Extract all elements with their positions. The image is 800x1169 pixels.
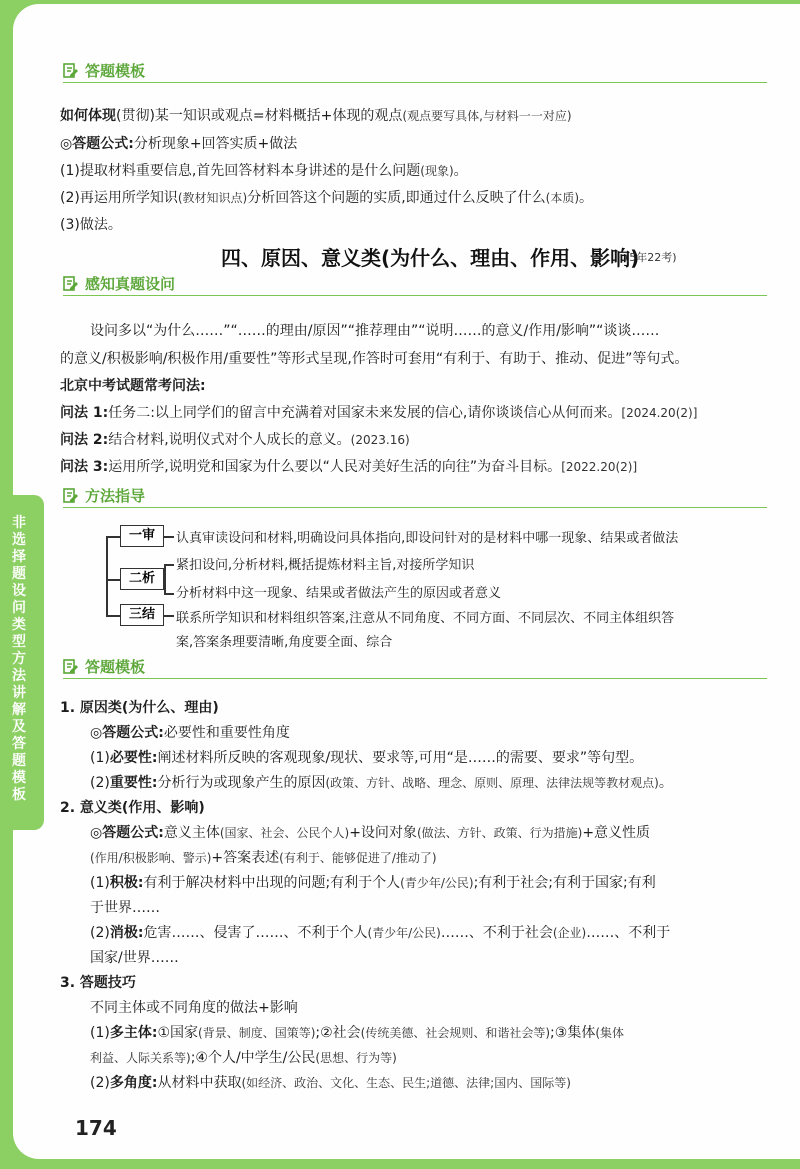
multi-subject-line-1: (1)多主体:①国家(背景、制度、国策等);②社会(传统美德、社会规则、和谐社会等);③集体(集体 <box>90 1025 625 1041</box>
diagram-connector <box>164 593 174 595</box>
how-reflect-line: 如何体现(贯彻)某一知识或观点=材料概括+体现的观点(观点要写具体,与材料一一对应) <box>60 108 572 124</box>
reason-formula: ◎答题公式:必要性和重要性角度 <box>90 725 290 741</box>
diagram-connector <box>164 615 174 617</box>
skills-heading: 3. 答题技巧 <box>60 975 136 991</box>
page-number: 174 <box>75 1116 117 1140</box>
question-3-line: 问法 3:运用所学,说明党和国家为什么要以“人民对美好生活的向往”为奋斗目标。[2022.20(2)] <box>60 459 638 475</box>
method-text-2b: 分析材料中这一现象、结果或者做法产生的原因或者意义 <box>176 586 502 601</box>
meaning-heading: 2. 意义类(作用、影响) <box>60 800 205 816</box>
skills-intro: 不同主体或不同角度的做法+影响 <box>90 1000 298 1016</box>
diagram-connector <box>106 579 120 581</box>
diagram-connector <box>164 564 174 566</box>
pencil-note-icon <box>63 63 79 79</box>
paragraph-line-1: 设问多以“为什么……”“……的理由/原因”“推荐理由”“说明……的意义/作用/影响”“谈谈…… <box>90 323 660 339</box>
negative-line-2: 国家/世界…… <box>90 950 179 966</box>
necessity-line: (1)必要性:阐述材料所反映的客观现象/现状、要求等,可用“是……的需要、要求”等句型。 <box>90 750 644 766</box>
paragraph-line-2: 的意义/积极影响/积极作用/重要性”等形式呈现,作答时可套用“有利于、有助于、推动、促进”等句式。 <box>60 351 689 367</box>
question-1-line: 问法 1:任务二:以上同学们的留言中充满着对国家未来发展的信心,请你谈谈信心从何而来。[2024.20(2)] <box>60 405 698 421</box>
pencil-note-icon <box>63 659 79 675</box>
section-divider <box>63 82 767 83</box>
multi-angle-line: (2)多角度:从材料中获取(如经济、政治、文化、生态、民生;道德、法律;国内、国际等) <box>90 1075 571 1091</box>
chapter-side-tab: 非选择题设问类型方法讲解及答题模板 <box>0 495 44 830</box>
document-page: 答题模板 如何体现(贯彻)某一知识或观点=材料概括+体现的观点(观点要写具体,与材料一一对应) ◎答题公式:分析现象+回答实质+做法 (1)提取材料重要信息,首先回答材料本身讲述的是什么问题(现象)。 (2)再运用所学知识(教材知识点)分析回答这个问题的实质,即通过什么反映了什么(本质)。 (3)做法。 四、原因、意义类(为什么、理由、作用、影响) (5年22考) 感知真题设问 设问多以“为什么……”“……的理由/原因”“推荐理由”“说明……的意义/作用/影响”“谈谈…… 的意义/积极影响/积极作用/重要性”等形式呈现,作答时可套用“有利于、有助于、推动、促进”等句式。 北京中考试题常考问法: 问法 1:任务二:以上同学们的留言中充满着对国家未来发展的信心,请你谈谈信心从何而来。[2024.20(2)] 问法 2:结合材料,说明仪式对个人成长的意义。(2023.16) 问法 3:运用所学,说明党和国家为什么要以“人民对美好生活的向往”为奋斗目标。[2022.20(2)] 方法指导 一审 二析 三结 认真审读设问和材料,明确设问具体指向,即设问针对的是材料中哪一现象、结果或者做法 紧扣设问,分析材料,概括提炼材料主旨,对接所学知识 分析材料中这一现象、结果或者做法产生的原因或者意义 联系所学知识和材料组织答案,注意从不同角度、不同方面、不同层次、不同主体组织答 案,答案条理要清晰,角度要全面、综合 答题模板 1. 原因类(为什么、理由) ◎答题公式:必要性和重要性角度 (1)必要性:阐述材料所反映的客观现象/现状、要求等,可用“是……的需要、要求”等句型。 (2)重要性:分析行为或现象产生的原因(政策、方针、战略、理念、原则、原理、法律法规等教材观点)。 2. 意义类(作用、影响) ◎答题公式:意义主体(国家、社会、公民个人)+设问对象(做法、方针、政策、行为措施)+意义性质 (作用/积极影响、警示)+答案表述(有利于、能够促进了/推动了) (1)积极:有利于解决材料中出现的问题;有利于个人(青少年/公民);有利于社会;有利于国家;有利 于世界…… (2)消极:危害……、侵害了……、不利于个人(青少年/公民)……、不利于社会(企业)……、不利于 国家/世界…… 3. 答题技巧 不同主体或不同角度的做法+影响 (1)多主体:①国家(背景、制度、国策等);②社会(传统美德、社会规则、和谐社会等);③集体(集体 利益、人际关系等);④个人/中学生/公民(思想、行为等) (2)多角度:从材料中获取(如经济、政治、文化、生态、民生;道德、法律;国内、国际等) 174 <box>13 4 800 1159</box>
step-2-line: (2)再运用所学知识(教材知识点)分析回答这个问题的实质,即通过什么反映了什么(本质)。 <box>60 190 594 206</box>
chapter-title: 四、原因、意义类(为什么、理由、作用、影响) <box>221 246 640 270</box>
formula-line: ◎答题公式:分析现象+回答实质+做法 <box>60 136 298 152</box>
method-text-3a: 联系所学知识和材料组织答案,注意从不同角度、不同方面、不同层次、不同主体组织答 <box>176 611 675 626</box>
chapter-exam-count: (5年22考) <box>625 251 677 264</box>
step-box-conclude: 三结 <box>120 604 164 626</box>
diagram-connector <box>106 536 108 616</box>
method-text-1: 认真审读设问和材料,明确设问具体指向,即设问针对的是材料中哪一现象、结果或者做法 <box>176 531 679 546</box>
section-divider <box>63 507 767 508</box>
diagram-connector <box>164 536 174 538</box>
positive-line-1: (1)积极:有利于解决材料中出现的问题;有利于个人(青少年/公民);有利于社会;有利于国家;有利 <box>90 875 656 891</box>
pencil-note-icon <box>63 276 79 292</box>
diagram-connector <box>164 564 166 594</box>
beijing-exam-heading: 北京中考试题常考问法: <box>60 378 206 394</box>
meaning-formula-line-2: (作用/积极影响、警示)+答案表述(有利于、能够促进了/推动了) <box>90 850 437 866</box>
step-1-line: (1)提取材料重要信息,首先回答材料本身讲述的是什么问题(现象)。 <box>60 163 468 179</box>
meaning-formula-line-1: ◎答题公式:意义主体(国家、社会、公民个人)+设问对象(做法、方针、政策、行为措施)+意义性质 <box>90 825 651 841</box>
reason-heading: 1. 原因类(为什么、理由) <box>60 700 219 716</box>
step-box-review: 一审 <box>120 525 164 547</box>
diagram-connector <box>106 615 120 617</box>
positive-line-2: 于世界…… <box>90 900 160 916</box>
negative-line-1: (2)消极:危害……、侵害了……、不利于个人(青少年/公民)……、不利于社会(企业)……、不利于 <box>90 925 671 941</box>
importance-line: (2)重要性:分析行为或现象产生的原因(政策、方针、战略、理念、原则、原理、法律法规等教材观点)。 <box>90 775 673 791</box>
step-3-line: (3)做法。 <box>60 217 122 233</box>
pencil-note-icon <box>63 488 79 504</box>
section-divider <box>63 295 767 296</box>
step-box-analyze: 二析 <box>120 568 164 590</box>
method-text-3b: 案,答案条理要清晰,角度要全面、综合 <box>176 635 393 650</box>
question-2-line: 问法 2:结合材料,说明仪式对个人成长的意义。(2023.16) <box>60 432 410 448</box>
diagram-connector <box>106 536 120 538</box>
section-divider <box>63 678 767 679</box>
multi-subject-line-2: 利益、人际关系等);④个人/中学生/公民(思想、行为等) <box>90 1050 397 1066</box>
method-text-2a: 紧扣设问,分析材料,概括提炼材料主旨,对接所学知识 <box>176 558 475 573</box>
